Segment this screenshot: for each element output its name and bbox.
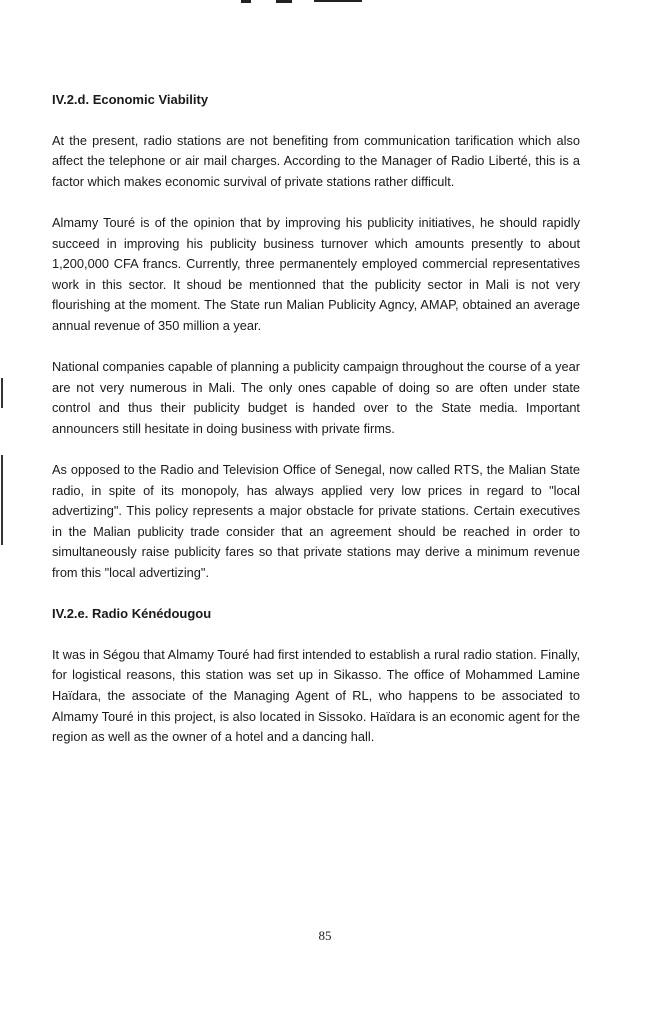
scan-artifact-top <box>276 0 292 3</box>
paragraph: As opposed to the Radio and Television Office of Senegal, now called RTS, the Malian State radio, in spite of its monopoly, has always applied very low prices in regard to "local advertizing". This policy represents a major obstacle for private stations. Certain executives in the Malian publicity trade consider that an agreement should be reached in order to simultaneously raise publicity fares so that private stations may derive a minimum revenue from this "local advertizing". <box>52 462 580 581</box>
scan-artifact-top <box>314 0 362 2</box>
section-heading-radio-kenedougou: IV.2.e. Radio Kénédougou <box>52 606 212 622</box>
page-number: 85 <box>318 928 332 943</box>
page-content <box>52 90 580 748</box>
scan-artifact-left <box>1 378 3 408</box>
scan-artifact-left <box>1 455 3 545</box>
paragraph: Almamy Touré is of the opinion that by improving his publicity initiatives, he should rapidly succeed in improving his publicity business turnover which amounts presently to about 1,200,000 CFA francs. Currently, three permanentely employed commercial representatives work in this sector. It shoud be mentionned that the publicity sector in Mali is not very flourishing at the moment. The State run Malian Publicity Agncy, AMAP, obtained an average annual revenue of 350 million a year. <box>52 214 580 333</box>
scan-artifact-top <box>241 0 251 3</box>
paragraph: At the present, radio stations are not benefiting from communication tarification which also affect the telephone or air mail charges. According to the Manager of Radio Liberté, this is a factor which makes economic survival of private stations rather difficult. <box>52 132 580 189</box>
paragraph: National companies capable of planning a publicity campaign throughout the course of a year are not very numerous in Mali. The only ones capable of doing so are often under state control and thus their publicity budget is handed over to the State media. Important announcers still hesitate in doing business with private firms. <box>52 359 580 436</box>
paragraph: It was in Ségou that Almamy Touré had first intended to establish a rural radio station. Finally, for logistical reasons, this station was set up in Sikasso. The office of Mohammed Lamine Haïdara, the associate of the Managing Agent of RL, who happens to be associated to Almamy Touré in this project, is also located in Sissoko. Haïdara is an economic agent for the region as well as the owner of a hotel and a dancing hall. <box>52 646 580 745</box>
section-heading-economic-viability: IV.2.d. Economic Viability <box>52 92 209 107</box>
